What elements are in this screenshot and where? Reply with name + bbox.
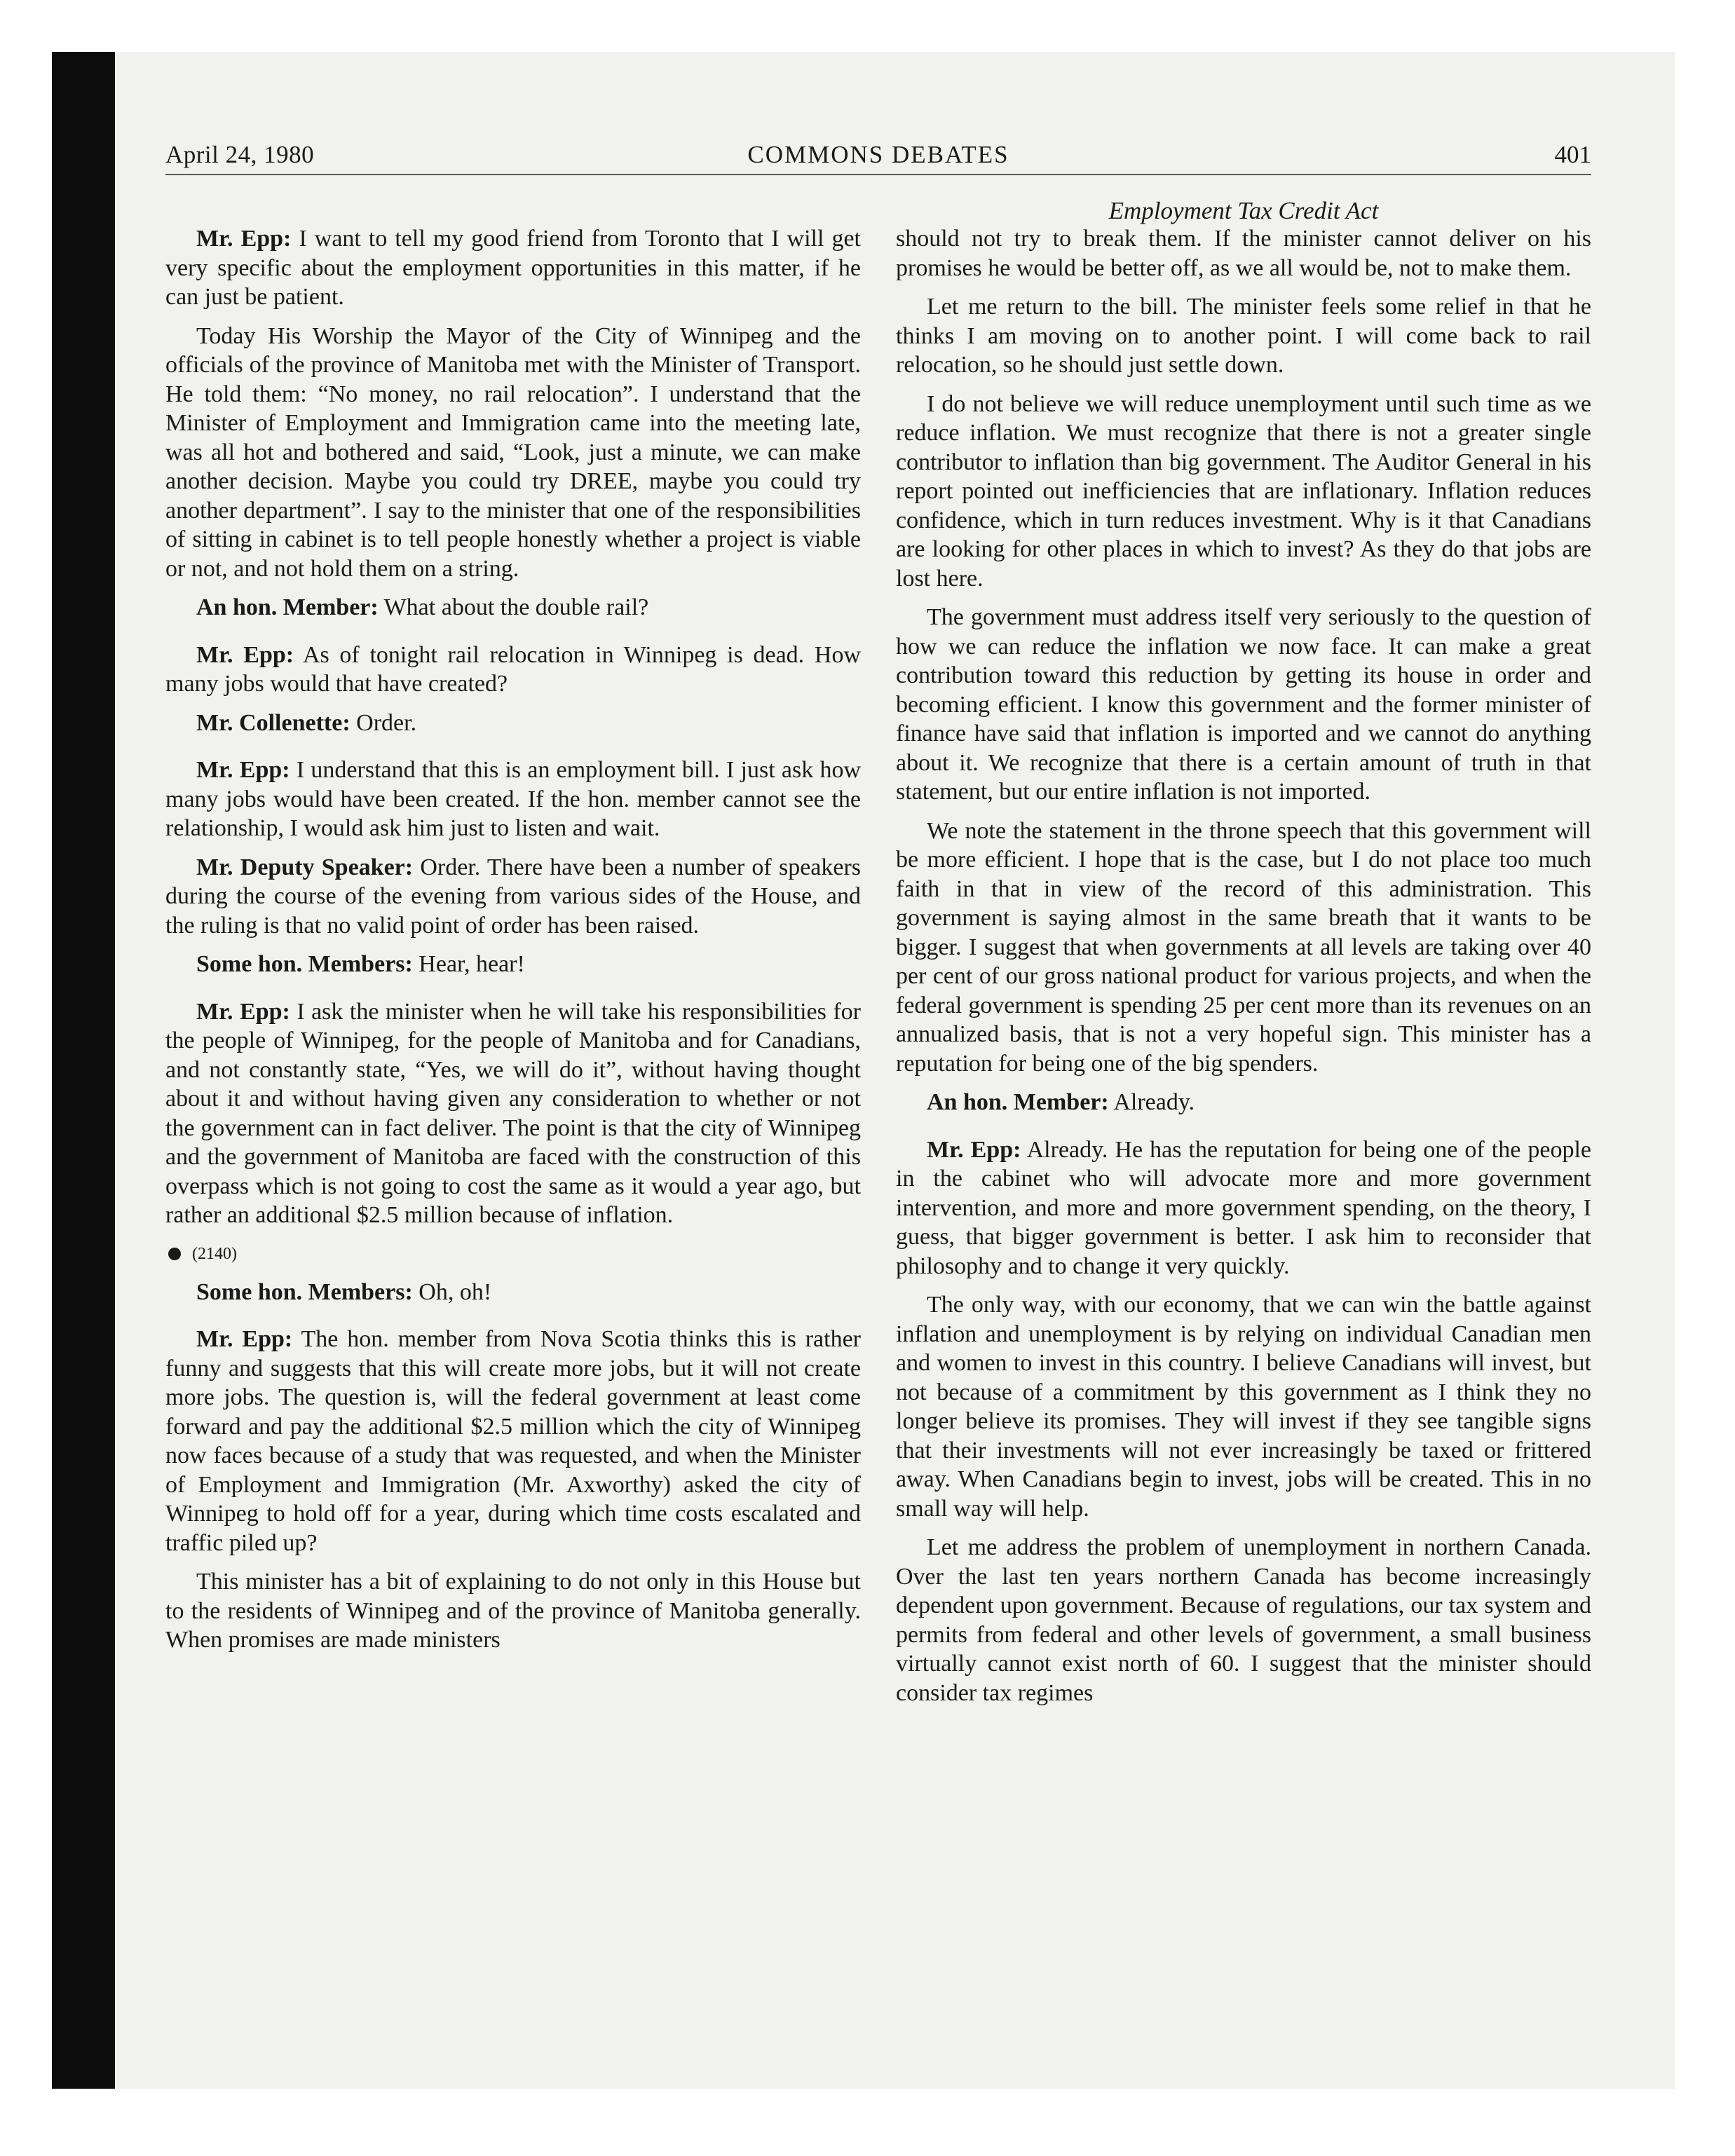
speech-text: Already. [1113,1089,1195,1115]
paragraph [165,1567,861,1655]
paragraph [165,853,861,941]
paragraph [896,1088,1591,1117]
speaker-name: Mr. Collenette: [196,709,351,736]
header-publication: COMMONS DEBATES [747,141,1009,168]
speech-text: The only way, with our economy, that we can win the battle against inflation and unemployment is by relying on individual Canadian men and women to invest in this country. I believe Canadians will invest, but not because of a commitment by this government as I think they no longer believe its promises. They will invest if they see tangible signs that their investments will not ever increasingly be taxed or frittered away. When Canadians begin to invest, jobs will be created. This in no small way will help. [896,1292,1591,1522]
bullet-icon [168,1248,181,1260]
speech-text: We note the statement in the throne speech that this government will be more efficient. I hope that is the case, but I do not place too much faith in that in view of the record of this administration. This government is saying almost in the same breath that it wants to be bigger. I suggest that when governments at all levels are taking over 40 per cent of our gross national product for various projects, and when the federal government is spending 25 per cent more than its revenues on an annualized basis, that is not a very hopeful sign. This minister has a reputation for being one of the big spenders. [896,817,1591,1077]
paragraph [165,224,861,312]
speech-text: Order. There have been a number of speakers during the course of the evening from various sides of the House, and the ruling is that no valid point of order has been raised. [165,854,862,939]
speaker-name: Mr. Epp: [196,1326,293,1352]
left-column [165,224,861,1665]
paragraph [896,817,1591,1079]
page-number: 401 [1554,141,1591,168]
speaker-name: An hon. Member: [927,1089,1109,1115]
speech-text: should not try to break them. If the minister cannot deliver on his promises he would be better off, as we all would be, not to make them. [896,226,1591,281]
speaker-name: Mr. Epp: [196,641,294,668]
speech-text: Today His Worship the Mayor of the City of Winnipeg and the officials of the province of Manitoba met with the Minister of Transport. He told them: “No money, no rail relocation”. I understand that the Minister of Employment and Immigration came into the meeting late, was all hot and bothered and said, “Look, just a minute, we can make another decision. Maybe you could try DREE, maybe you could try another department”. I say to the minister that one of the responsibilities of sitting in cabinet is to tell people honestly whether a project is viable or not, and not hold them on a string. [165,322,861,582]
speech-text: The government must address itself very seriously to the question of how we can reduce the inflation we now face. It can make a great contribution toward this reduction by getting its house in order and becoming efficient. I know this government and the former minister of finance have said that inflation is imported and we cannot do anything about it. We recognize that there is a certain amount of truth in that statement, but our entire inflation is not imported. [896,604,1591,805]
paragraph [165,1325,861,1557]
time-marker [165,1240,861,1268]
speech-text: Already. He has the reputation for being one of the people in the cabinet who will advocate more and more government intervention, and more and more government spending, on the theory, I guess, that bigger government is better. I ask him to reconsider that philosophy and to change it very quickly. [896,1136,1592,1279]
header-date: April 24, 1980 [165,141,315,168]
speech-text: Hear, hear! [419,951,525,977]
speaker-name: Mr. Epp: [196,757,290,783]
speech-text: I do not believe we will reduce unemployment until such time as we reduce inflation. We must recognize that there is not a greater single contributor to inflation than big government. The Auditor General in his report pointed out inefficiencies that are inflationary. Inflation reduces confidence, which in turn reduces investment. Why is it that Canadians are looking for other places in which to invest? As they do that jobs are lost here. [896,390,1591,592]
paragraph [165,997,861,1230]
subject-heading: Employment Tax Credit Act [1108,197,1379,224]
paragraph [896,390,1591,594]
paragraph [165,1278,861,1307]
right-column [896,224,1591,1717]
speaker-name: An hon. Member: [196,594,379,620]
speech-text: I understand that this is an employment bill. I just ask how many jobs would have been created. If the hon. member cannot see the relationship, I would ask him just to listen and wait. [165,757,862,841]
speaker-name: Mr. Epp: [196,998,290,1025]
paragraph [896,1533,1591,1707]
speaker-name: Mr. Epp: [927,1136,1021,1163]
speaker-name: Mr. Deputy Speaker: [196,854,414,880]
speech-text: I ask the minister when he will take his responsibilities for the people of Winnipeg, for the people of Manitoba and for Canadians, and not constantly state, “Yes, we will do it”, without having thought about it and without having given any consideration to whether or not the government can in fact deliver. The point is that the city of Winnipeg and the government of Manitoba are faced with the construction of this overpass which is not going to cost the same as it would a year ago, but rather an additional $2.5 million because of inflation. [165,998,861,1228]
paragraph [165,593,861,622]
paragraph [165,322,861,584]
paragraph [165,950,861,979]
speaker-name: Mr. Epp: [196,226,292,252]
speech-text: This minister has a bit of explaining to do not only in this House but to the residents of Winnipeg and of the province of Manitoba generally. When promises are made ministers [165,1569,861,1653]
speaker-name: Some hon. Members: [196,951,413,977]
scan-border [52,52,115,2089]
time-marker-label: (2140) [192,1244,237,1263]
paragraph [165,709,861,738]
speaker-name: Some hon. Members: [196,1278,413,1305]
paragraph [165,756,861,843]
speech-text: As of tonight rail relocation in Winnipeg is dead. How many jobs would that have created? [165,641,862,697]
paragraph [896,224,1591,282]
speech-text: Order. [356,709,417,736]
speech-text: Let me address the problem of unemployment in northern Canada. Over the last ten years northern Canada has become increasingly dependent upon government. Because of regulations, our tax system and permits from federal and other levels of government, a small business virtually cannot exist north of 60. I suggest that the minister should consider tax regimes [896,1534,1591,1706]
paragraph [896,1290,1591,1523]
speech-text: Oh, oh! [419,1278,492,1305]
speech-text: I want to tell my good friend from Toronto that I will get very specific about the employment opportunities in this matter, if he can just be patient. [165,226,861,310]
speech-text: What about the double rail? [383,594,649,620]
paragraph [896,603,1591,807]
paragraph [165,641,861,699]
running-header [165,139,1591,175]
speech-text: Let me return to the bill. The minister feels some relief in that he thinks I am moving on to another point. I will come back to rail relocation, so he should just settle down. [896,294,1591,378]
paragraph [896,292,1591,380]
paragraph [896,1135,1591,1281]
speech-text: The hon. member from Nova Scotia thinks this is rather funny and suggests that this will create more jobs, but it will not create more jobs. The question is, will the federal government at least come forward and pay the additional $2.5 million which the city of Winnipeg now faces because of a study that was requested, and when the Minister of Employment and Immigration (Mr. Axworthy) asked the city of Winnipeg to hold off for a year, during which time costs escalated and traffic piled up? [165,1326,861,1556]
